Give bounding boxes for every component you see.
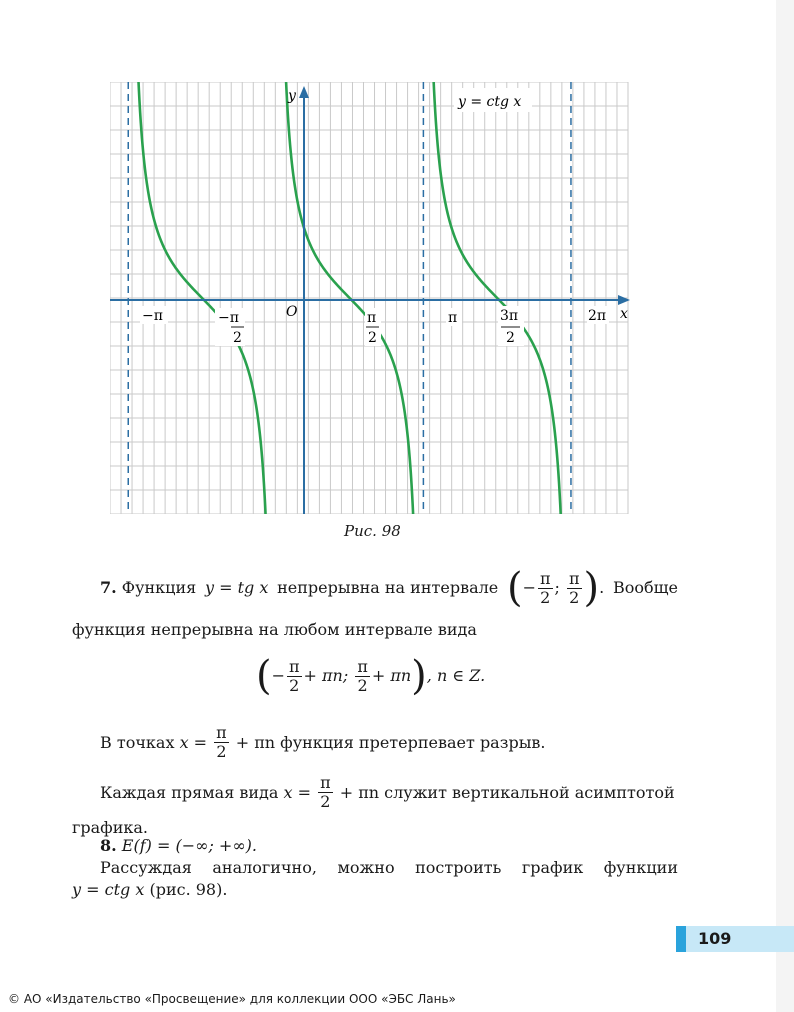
- asymptote-line-end: графика.: [72, 818, 148, 837]
- origin-label: O: [286, 304, 298, 320]
- item-number-8: 8.: [100, 836, 117, 855]
- interval-formula: ( − $\frac{\pi}{2}$ + πn; $\frac{\pi}{2}$ + πn ) , n ∈ Z.: [256, 653, 486, 699]
- svg-text:2: 2: [506, 330, 515, 346]
- paragraph-7-line-1: 7. Функция y = tg x непрерывна на интервале ( − $\frac{\pi}{2}$ ; $\frac{\pi}{2}$ ) . Вообще: [100, 565, 678, 611]
- cotangent-graph: [110, 82, 640, 514]
- paragraph-9-line-2: y = ctg x (рис. 98).: [72, 880, 228, 899]
- function-label: y = ctg x: [458, 94, 522, 110]
- tick-label-minus-pi: −π: [142, 308, 163, 324]
- asymptote-line: Каждая прямая вида x = $\frac{\pi}{2}$ + πn служит вертикальной асимптотой: [100, 773, 675, 811]
- figure-caption: Рис. 98: [344, 522, 401, 540]
- paragraph-9-line-1: Рассуждая аналогично, можно построить график функции: [100, 858, 678, 877]
- svg-text:2: 2: [233, 330, 242, 346]
- page-number: 109: [698, 929, 732, 948]
- page-tab-accent: [676, 926, 686, 952]
- axis-labels: [140, 88, 628, 346]
- paragraph-8: 8. E(f) = (−∞; +∞).: [100, 836, 257, 855]
- grid: [110, 82, 628, 514]
- axes: [110, 86, 630, 514]
- copyright-footer: © АО «Издательство «Просвещение» для коллекции ООО «ЭБС Лань»: [8, 992, 456, 1006]
- tick-label-three-pi-half: 3π: [500, 308, 519, 324]
- interval-minus-pi-half-pi-half: ( − $\frac{\pi}{2}$ ; $\frac{\pi}{2}$ ) .: [507, 565, 605, 611]
- item-number-7: 7.: [100, 578, 117, 597]
- tick-label-two-pi: 2π: [588, 308, 607, 324]
- break-points-line: В точках x = $\frac{\pi}{2}$ + πn функция претерпевает разрыв.: [100, 723, 546, 761]
- y-axis-label: y: [288, 88, 296, 104]
- paragraph-7-line-2: функция непрерывна на любом интервале вида: [72, 620, 477, 639]
- page-number-tab: [676, 926, 794, 952]
- svg-text:2: 2: [368, 330, 377, 346]
- tick-label-pi: π: [448, 310, 458, 326]
- tick-label-minus-pi-half: −π: [218, 310, 239, 326]
- x-axis-label: x: [620, 306, 628, 322]
- page-edge: [776, 0, 794, 1012]
- tick-label-pi-half: π: [367, 310, 377, 326]
- y-axis-arrow: [299, 86, 309, 98]
